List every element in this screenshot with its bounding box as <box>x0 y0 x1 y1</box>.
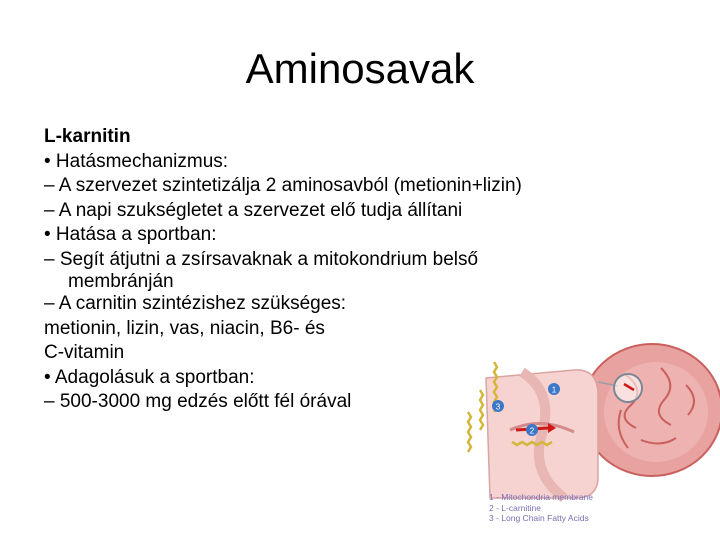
body-line: metionin, lizin, vas, niacin, B6- és <box>44 317 325 339</box>
body-line: – A napi szukségletet a szervezet elő tudja állítani <box>44 199 463 221</box>
body-line: – Segít átjutni a zsírsavaknak a mitokondrium belső <box>44 248 479 270</box>
body-line: – 500-3000 mg edzés előtt fél órával <box>44 391 352 412</box>
body-line: – A szervezet szintetizálja 2 aminosavból (metionin+lizin) <box>44 175 522 196</box>
body-line: C-vitamin <box>44 342 125 363</box>
magnifier-lens <box>614 374 642 402</box>
legend-item: 3 - Long Chain Fatty Acids <box>489 513 589 523</box>
legend-item: 2 - L-carnitine <box>489 502 541 513</box>
figure-legend <box>489 492 669 524</box>
body-line: L-karnitin <box>44 126 131 147</box>
body-line: • Hatása a sportban: <box>44 224 217 245</box>
marker-3-label: 3 <box>495 402 501 412</box>
legend-item: 1 - Mitochondria membrane <box>489 492 593 502</box>
body-line: • Adagolásuk a sportban: <box>44 366 255 388</box>
body-line: • Hatásmechanizmus: <box>44 150 229 172</box>
body-line: membránján <box>68 271 174 292</box>
marker-2-label: 2 <box>529 426 535 436</box>
marker-1-label: 1 <box>551 385 557 395</box>
slide-title: Aminosavak <box>245 45 475 92</box>
body-line: – A carnitin szintézishez szükséges: <box>44 293 347 314</box>
